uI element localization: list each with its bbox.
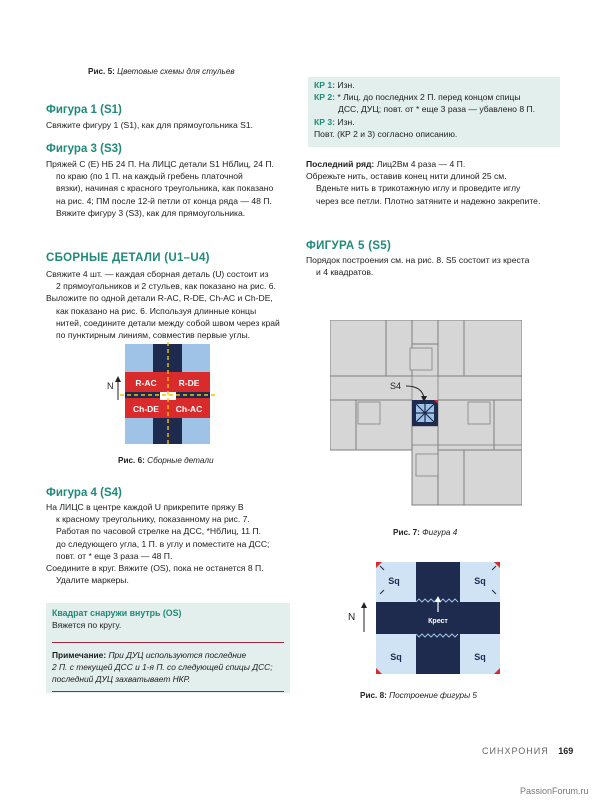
s5-body: Порядок построения см. на рис. 8. S5 состоит из креста и 4 квадратов. (306, 255, 530, 278)
fig7-block (330, 320, 522, 450)
note: Примечание: При ДУЦ используются последние 2 П. с текущей ДСС и 1-я П. со следующей спицы ДСС; последний ДУЦ захватывает НКР. (52, 642, 284, 693)
fig8-sq-label: Sq (388, 576, 400, 586)
fig8-compass-label: N (348, 612, 356, 623)
fig8-sq-label: Sq (474, 576, 486, 586)
fig7-s4-pattern (416, 404, 434, 422)
fig7-small-square (358, 402, 380, 424)
fig8-sq-label: Sq (474, 652, 486, 662)
watermark: PassionForum.ru (520, 786, 589, 796)
s1-body: Свяжите фигуру 1 (S1), как для прямоугольника S1. (46, 120, 254, 130)
fig8-compass-arrowhead (361, 602, 367, 608)
fig5-caption: Рис. 5: Цветовые схемы для стульев (88, 67, 235, 76)
fig8-diagram (340, 560, 508, 688)
fig8-caption: Рис. 8: Построение фигуры 5 (360, 691, 477, 700)
os-box-body: Вяжется по кругу. (52, 620, 122, 631)
fig6-label-chde: Ch-DE (133, 404, 159, 414)
fig6-lightblue-block (125, 414, 153, 444)
fig6-label-chac: Ch-AC (175, 404, 203, 414)
fig6-label-rde: R-DE (178, 378, 200, 388)
fig7-s4-label: S4 (390, 381, 402, 391)
s3-title: Фигура 3 (S3) (46, 143, 122, 155)
kp-box: КР 1: Изн. КР 2: * Лиц. до последних 2 П. перед концом спицы ДСС, ДУЦ; повт. от * еще 3 раза — убавлено 8 П. КР 3: Изн. Повт. (КР 2 и 3) согласно описанию. (308, 77, 560, 147)
fig8-center-label: Крест (428, 618, 448, 625)
os-box (46, 603, 290, 693)
fig7-small-square (416, 454, 438, 476)
os-box-title: Квадрат снаружи внутрь (OS) (52, 608, 182, 618)
fig6-lightblue-block (125, 344, 153, 372)
fig6-lightblue-block (182, 414, 210, 444)
fig8-sq-label: Sq (390, 652, 402, 662)
fig6-diagram (100, 342, 240, 452)
fig6-compass-label: N (107, 381, 114, 391)
s5-title: ФИГУРА 5 (S5) (306, 240, 392, 252)
fig7-small-square (468, 402, 490, 424)
u-body: Свяжите 4 шт. — каждая сборная деталь (U) состоит из 2 прямоугольников и 2 стульев, как показано на рис. 6. Выложите по одной детали R-AC, R-DE, Ch-AC и Ch-DE, как показано на рис. 6. Используя длинные концы нитей, соедините детали между собой швом через край по пунктирным линиям, совместив первые углы. (46, 269, 280, 341)
fig6-caption: Рис. 6: Сборные детали (118, 456, 214, 465)
last-row-block: Последний ряд: Лиц2Вм 4 раза — 4 П. Обрежьте нить, оставив конец нити длиной 25 см. Вденьте нить в трикотажную иглу и проведите иглу через все петли. Плотно затяните и надежно закрепите. (306, 159, 541, 206)
fig6-lightblue-block (182, 344, 210, 372)
footer (482, 745, 573, 758)
s4-title: Фигура 4 (S4) (46, 487, 122, 499)
s3-body: Пряжей C (E) НБ 24 П. На ЛИЦС детали S1 НбЛиц, 24 П. по краю (по 1 П. на каждый гребень платочной вязки), начиная с красного треугольника, как показано на рис. 4; ПМ после 12-й петли от конца ряда — 48 П. Вяжите фигуру 3 (S3), как для прямоугольника. (46, 159, 274, 218)
page-number: 169 (558, 746, 574, 756)
fig7-caption: Рис. 7: Фигура 4 (393, 528, 458, 537)
fig7-diagram (330, 320, 522, 506)
fig6-label-rac: R-AC (135, 378, 157, 388)
fig6-compass-arrowhead (115, 376, 121, 382)
s4-body: На ЛИЦС в центре каждой U прикрепите пряжу B к красному треугольнику, показанному на рис. 7. Работая по часовой стрелке на ДСС, *НбЛиц, 11 П. до следующего угла, 1 П. в углу и поместите на ДСС; повт. от * еще 3 раза — 48 П. Соедините в круг. Вяжите (OS), пока не останется 8 П. Удалите маркеры. (46, 502, 270, 586)
fig7-small-square (410, 348, 432, 370)
footer-section: СИНХРОНИЯ (482, 746, 549, 756)
s1-title: Фигура 1 (S1) (46, 104, 122, 116)
u-title: СБОРНЫЕ ДЕТАЛИ (U1–U4) (46, 252, 210, 264)
